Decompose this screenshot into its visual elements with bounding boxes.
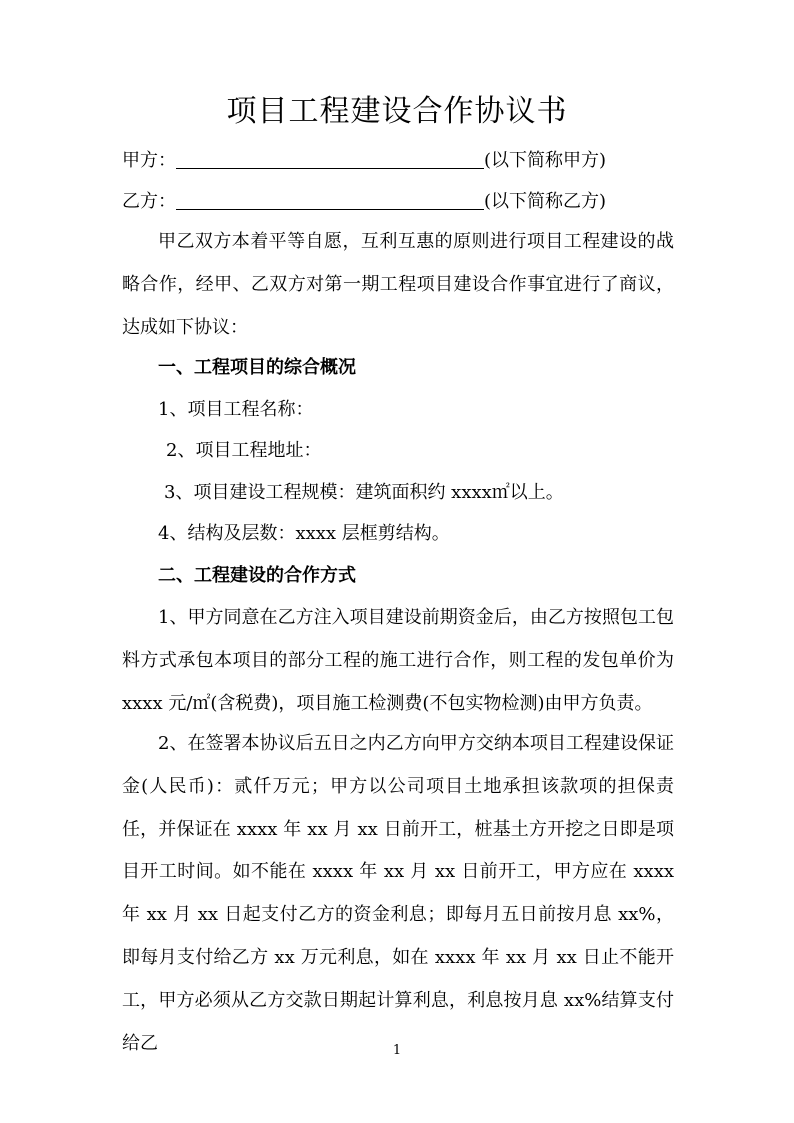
section1-item-structure: 4、结构及层数：xxxx 层框剪结构。 — [158, 523, 450, 544]
party-b-suffix: (以下简称乙方) — [484, 191, 607, 212]
page-number: 1 — [392, 1043, 402, 1058]
section2-paragraph-2: 2、在签署本协议后五日之内乙方向甲方交纳本项目工程建设保证金(人民币)：贰仟万元；甲方以公司项目土地承担该款项的担保责任，并保证在 xxxx 年 xx 月 xx 日前开工，桩基土方开挖之日即是项目开工时间。如不能在 xxxx 年 xx 月 xx 日前开工，甲方应在 xxxx 年 xx 月 xx 日起支付乙方的资金利息；即每月五日前按月息 xx%，即每月支付给乙方 xx 万元利息，如在 xxxx 年 xx 月 xx 日止不能开工，甲方必须从乙方交款日期起计算利息，利息按月息 xx%结算支付给乙 — [122, 733, 674, 1054]
party-a-blank — [176, 148, 484, 169]
document-title: 项目工程建设合作协议书 — [226, 94, 568, 129]
party-b-blank — [176, 189, 484, 210]
section2-heading: 二、工程建设的合作方式 — [158, 565, 356, 586]
party-a-label: 甲方： — [122, 150, 176, 171]
party-b-label: 乙方： — [122, 191, 176, 212]
section1-heading: 一、工程项目的综合概况 — [158, 357, 356, 378]
party-a-line — [122, 147, 606, 175]
party-b-line — [122, 188, 606, 216]
party-a-suffix: (以下简称甲方) — [484, 150, 607, 171]
section2-paragraph-1: 1、甲方同意在乙方注入项目建设前期资金后，由乙方按照包工包料方式承包本项目的部分工程的施工进行合作，则工程的发包单价为xxxx 元/㎡(含税费)，项目施工检测费(不包实物检测)由甲方负责。 — [122, 607, 674, 714]
intro-paragraph: 甲乙双方本着平等自愿，互利互惠的原则进行项目工程建设的战略合作，经甲、乙双方对第一期工程项目建设合作事宜进行了商议，达成如下协议： — [122, 231, 674, 338]
section1-item-scale: 3、项目建设工程规模：建筑面积约 xxxx㎡以上。 — [164, 482, 564, 503]
section1-item-address: 2、项目工程地址： — [166, 440, 322, 461]
section1-item-name: 1、项目工程名称： — [158, 399, 314, 420]
